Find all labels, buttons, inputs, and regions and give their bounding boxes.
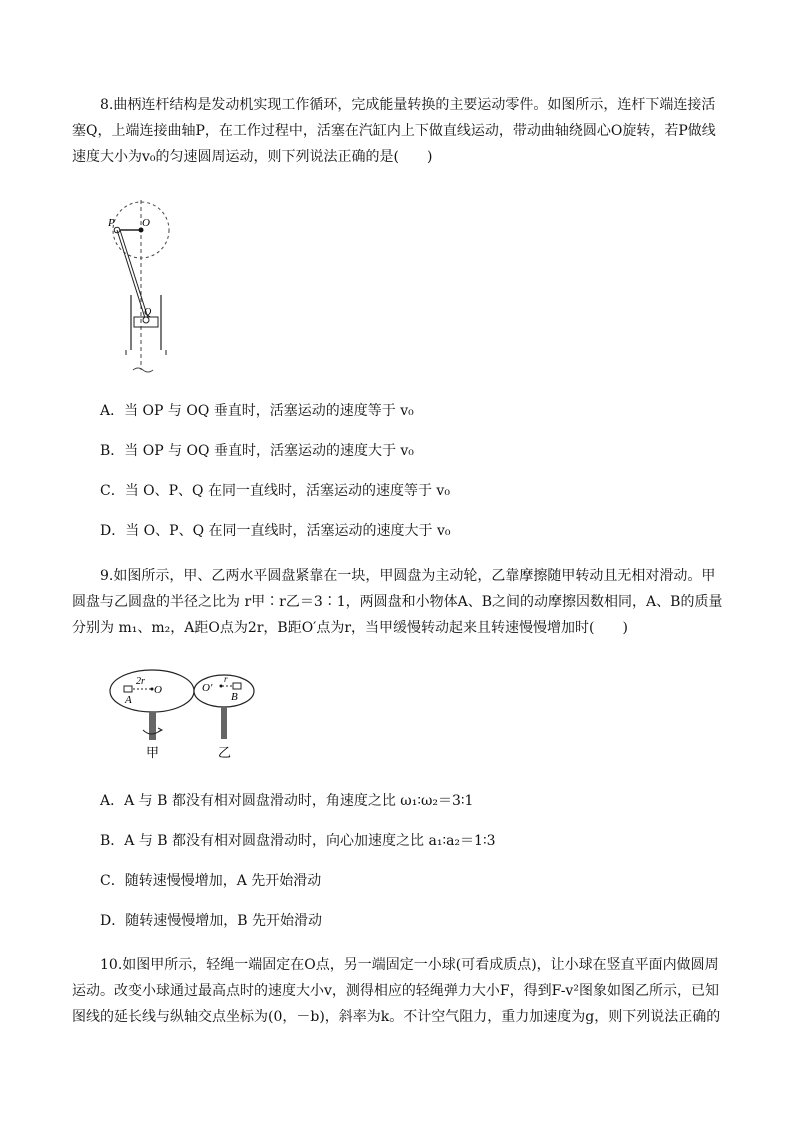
q8-option-c: C．当 O、P、Q 在同一直线时，活塞运动的速度等于 v₀ [100, 483, 450, 499]
q9-option-d: D．随转速慢慢增加，B 先开始滑动 [100, 913, 322, 929]
label-o-disc: O [154, 684, 162, 696]
q8-option-a: A．当 OP 与 OQ 垂直时，活塞运动的速度等于 v₀ [100, 403, 414, 419]
q8-stem: 8.曲柄连杆结构是发动机实现工作循环，完成能量转换的主要运动零件。如图所示，连杆下端连接活塞Q，上端连接曲轴P，在工作过程中，活塞在汽缸内上下做直线运动，带动曲轴绕圆心O旋转，若P做线速度大小为v₀的匀速圆周运动，则下列说法正确的是( ) [72, 97, 716, 165]
q9-option-c: C．随转速慢慢增加，A 先开始滑动 [100, 873, 322, 889]
q9-discs-figure [105, 668, 265, 768]
q8-option-b: B．当 OP 与 OQ 垂直时，活塞运动的速度大于 v₀ [100, 443, 414, 459]
label-o-prime: O′ [202, 682, 213, 694]
caption-jia: 甲 [146, 745, 160, 760]
q9-option-b: B．A 与 B 都没有相对圆盘滑动时，向心加速度之比 a₁∶a₂＝1∶3 [100, 833, 496, 849]
q8-crank-figure [100, 200, 200, 380]
q10-stem: 10.如图甲所示，轻绳一端固定在O点，另一端固定一小球(可看成质点)，让小球在竖直平面内做圆周运动。改变小球通过最高点时的速度大小v，测得相应的轻绳弹力大小F，得到F-v²图象如图乙所示，已知图线的延长线与纵轴交点坐标为(0，－b)，斜率为k。不计空气阻力，重力加速度为g，则下列说法正确的 [72, 957, 721, 1025]
label-b: B [231, 691, 238, 703]
label-r: r [224, 674, 228, 684]
label-q: Q [144, 307, 152, 318]
q9-option-a: A．A 与 B 都没有相对圆盘滑动时，角速度之比 ω₁∶ω₂＝3∶1 [100, 793, 474, 809]
q9-stem: 9.如图所示，甲、乙两水平圆盘紧靠在一块，甲圆盘为主动轮，乙靠摩擦随甲转动且无相对滑动。甲圆盘与乙圆盘的半径之比为 r甲∶r乙＝3∶1，两圆盘和小物体A、B之间的动摩擦因数相同，A、B的质量分别为 m₁、m₂，A距O点为2r，B距O′点为r，当甲缓慢转动起来且转速慢慢增加时( ) [72, 568, 723, 636]
label-o: O [142, 217, 150, 229]
q8-option-d: D．当 O、P、Q 在同一直线时，活塞运动的速度大于 v₀ [100, 523, 451, 539]
label-p: P [108, 217, 115, 229]
caption-yi: 乙 [218, 745, 232, 760]
label-2r: 2r [136, 676, 145, 687]
label-a: A [125, 694, 132, 706]
